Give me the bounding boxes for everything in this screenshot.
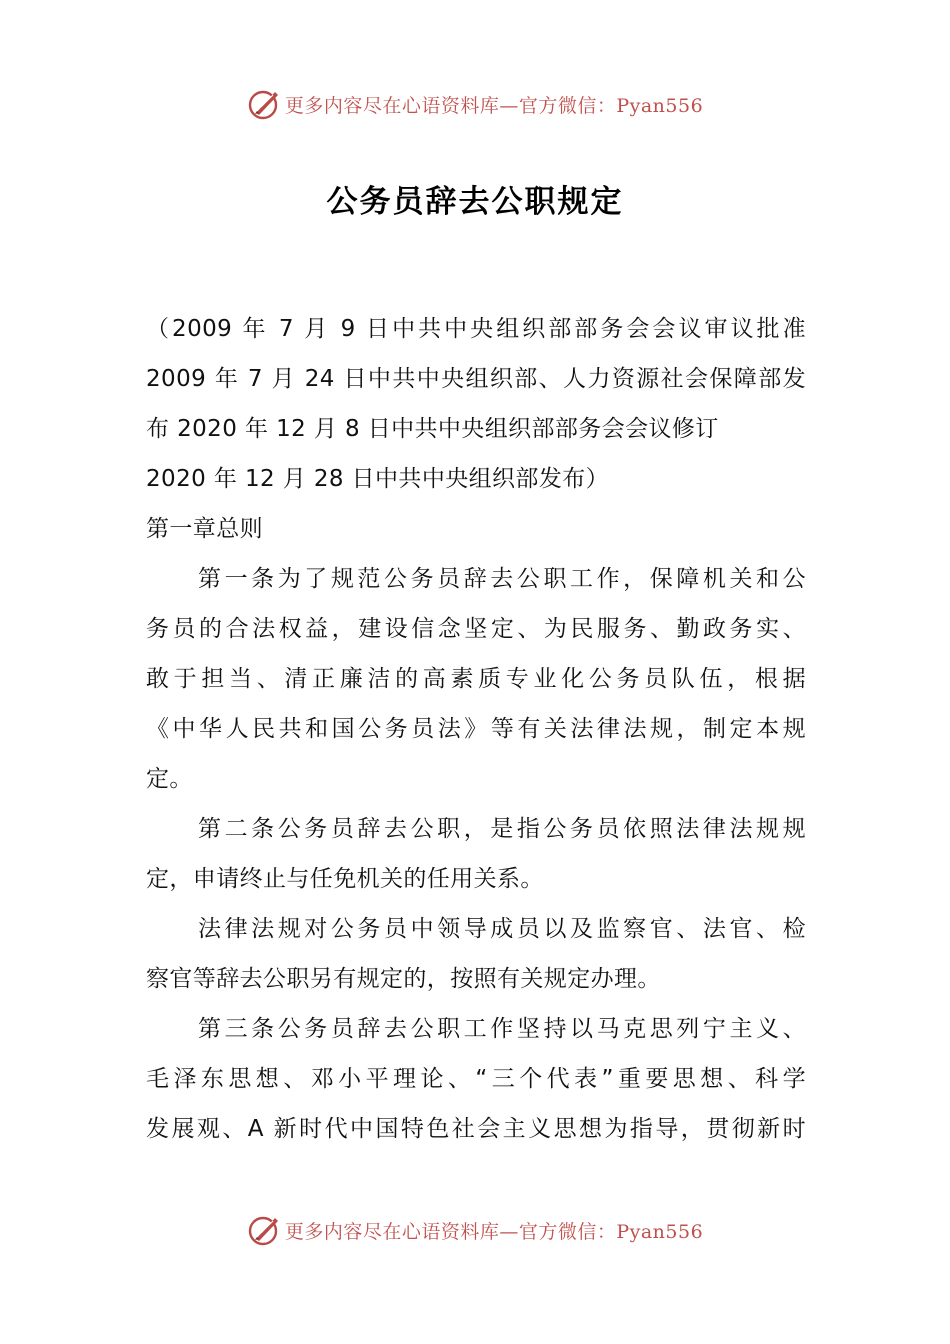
body-line: 定。 — [146, 766, 193, 792]
quill-pen-logo-icon — [247, 87, 281, 121]
header-banner — [0, 84, 950, 124]
footer-banner — [0, 1210, 950, 1250]
body-line: 第一章总则 — [146, 516, 263, 542]
body-line: 2020 年 12 月 28 日中共中央组织部发布） — [146, 466, 610, 492]
document-body — [146, 304, 806, 1154]
body-line: 法律法规对公务员中领导成员以及监察官、法官、检 — [198, 916, 806, 942]
quill-pen-logo-icon — [247, 1213, 281, 1247]
body-line: 察官等辞去公职另有规定的，按照有关规定办理。 — [146, 966, 661, 992]
body-line: 第一条为了规范公务员辞去公职工作，保障机关和公 — [198, 566, 806, 592]
header-banner-text: 更多内容尽在心语资料库—官方微信：Pyan556 — [284, 94, 704, 117]
body-line: 《中华人民共和国公务员法》等有关法律法规，制定本规 — [146, 716, 806, 742]
body-line: 务员的合法权益，建设信念坚定、为民服务、勤政务实、 — [146, 616, 806, 642]
document-title: 公务员辞去公职规定 — [326, 184, 624, 220]
body-line: 第二条公务员辞去公职，是指公务员依照法律法规规 — [198, 816, 806, 842]
body-line: 敢于担当、清正廉洁的高素质专业化公务员队伍，根据 — [146, 666, 806, 692]
body-line: 毛泽东思想、邓小平理论、“三个代表”重要思想、科学 — [146, 1066, 806, 1092]
body-line: 布 2020 年 12 月 8 日中共中央组织部部务会会议修订 — [146, 416, 719, 442]
body-line: 2009 年 7 月 24 日中共中央组织部、人力资源社会保障部发 — [146, 366, 806, 392]
body-line: （2009 年 7 月 9 日中共中央组织部部务会会议审议批准 — [146, 316, 806, 342]
body-line: 定，申请终止与任免机关的任用关系。 — [146, 866, 544, 892]
body-line: 第三条公务员辞去公职工作坚持以马克思列宁主义、 — [198, 1016, 806, 1042]
body-line: 发展观、A 新时代中国特色社会主义思想为指导，贯彻新时 — [146, 1116, 806, 1142]
footer-banner-text: 更多内容尽在心语资料库—官方微信：Pyan556 — [284, 1220, 704, 1243]
